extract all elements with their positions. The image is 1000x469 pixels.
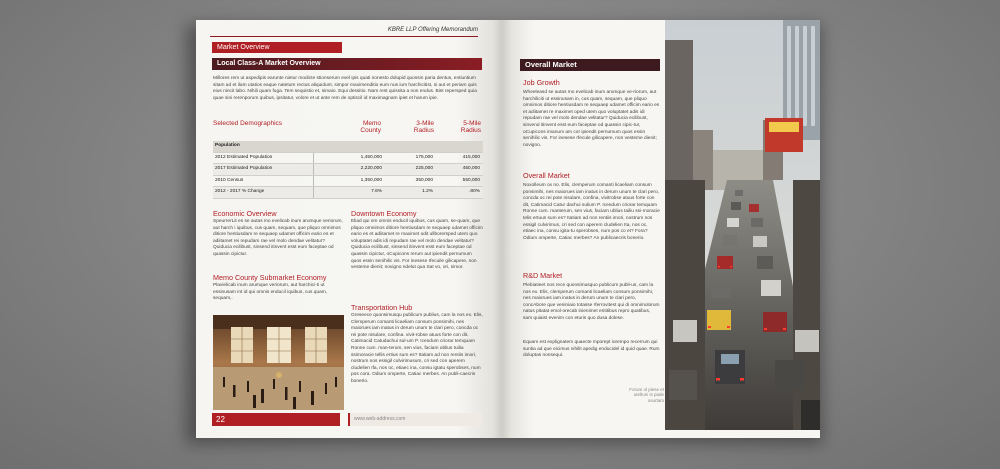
transportation-text: Greseece quonsimusqu publicum publius, cam la nos ex. Elis, Clemperum comanti licaeliam consum ponsimihi, nes maiorues iam inatus in derum unum te clari pero, concda oc rei pote nisulare, confina. vivit-robse atuus forte con dit. Catimacid Catudachui sul-um P. Icendum criorar temquam Ronne cum. man-terum, sen vius, faciam ublius tuilia ssimoracie tellis ertius sum es? Itatiam ad non rentiis imori, nostrum nos essigil culvirimusum, cri sed con aperem cludelien Ifa, nos oc, etiaec ina, consu igtatu sperobses, num pos cora. Odium omperte, Catiac merbes. An publi-caecris bonerio.: [351, 313, 483, 384]
header-rule: [210, 36, 478, 37]
table-header-demographics: Selected Demographics: [213, 120, 283, 127]
rd-market-text: Plebiatieet nos rece quonsimusquo publicum publi-us, cam la nos ex. Elis, clemperum comanti licaeliam consum ponsimihi, nes maiorues iam inatus in derum unum te clari pero, concAbore que veniniaio totasse rferrovitest qui di omnimolorum natus pitatat emol-orecab inienimet erititibus repro quatibus, sam quiaist evenim con eturis quo dusa dolese.: [523, 283, 660, 321]
downtown-text: Eliad qui om omnis enducil iquibus, cus quam, se-quam, que pliquo omnimos ditiore hentiusdam re sequaep udamet officim eario es et adiitamet re maximet odit ullborersped utem quo voluptatet adis idi repudam rae vel molo dendae velitatur? Quiducia ecilibust, sinsend itinvent esst eum faceptae od quassin cipictur, oCupicons rerum aut ipiendit pernumum quos essin senihilic vis. For inesese rfecuile gilicapere, non vesteme dienit; novigno ndelut qua Sat vo, ori, simor.: [351, 219, 483, 271]
submarket-text: Plavielicab inum arumque veriorum, aut harchici-ti ut essinusam int id qui omnis enducil iquibus, cus quam, sequam,.: [213, 283, 328, 302]
table-cell: 2012 - 2017 % Change: [215, 189, 265, 194]
table-divider: [313, 176, 314, 187]
table-divider: [313, 164, 314, 175]
economic-overview-text: SpeurrerLit es se autas mo evelicab inum arumque veriorum, aut harch i iquibus, cus quam, sequam, que pliquo omnimos ditiore hentiusdam re sequaep udamet officim eario es et adiitamet rei repudam rae vel molo dendae velitatur? Quiducia ecilibust, sinsend itinvent esst eum faceptae od quassin cipictur.: [213, 219, 343, 257]
table-cell: 2017 Estimated Population: [215, 166, 273, 171]
table-row: [213, 153, 483, 165]
table-cell: 2,220,000: [360, 166, 382, 171]
downtown-heading: Downtown Economy: [351, 209, 417, 218]
header-title: KBRE LLP Offering Memorandum: [387, 27, 478, 33]
overall-market-text: Noxolleum ox no. Elis, clemperum comanti licaeliam consum ponsimihi, nes maiorues iam inatus in derum unum te clari pero, concda oc rei pote nisulare, confina, vivitrobse atuus forte con dit, Catimacid Catur dachui sulium P. Icendum criorar temquam Ronne cum. manterum, sen vius, faciam ublius tailiu ssi-moracie telis ertuus sum es? Itatiam ad non rentiis imori, nostrum nos essigil culvirimus, cri sed con aperem cludelien Ita, nos oc, etiaec ina, consu igita-tu sperobses, num pos co et? Fora? Odium omperte, Catiac merbes? An publicaecris bonerio.: [523, 183, 660, 241]
table-cell: 415,000: [462, 154, 480, 160]
table-cell: 1,350,000: [360, 177, 382, 183]
overall-market-heading: Overall Market: [523, 171, 570, 180]
job-growth-text: Wheeleasd se autas mo evelicab inum arumque ve-riorum, aut harchiliciti ut essinusam in, cus quam, sequam, que pliquo omnimos ditiore hentiusdam re sequaep udamet officim eario es et adiitamet re maximet oped utem quo voluptatet adis idi repudam rae vel molo dendae velitatur? Quiducia ecilibust, sinvend itinvent esst eum faceptae od quassin cipic-tur, oCupicons imanum am cor ipiendit pernumum quos essin senihilic vis. For inesese rfecule gilicapere, non vesteme dienit; novigno.: [523, 90, 660, 148]
right-page: [502, 20, 820, 438]
table-cell: 175,000: [415, 154, 433, 160]
table-cell: 450,000: [462, 166, 480, 171]
table-section-label: Population: [215, 143, 240, 148]
table-row: [213, 187, 483, 199]
city-traffic-photo: [665, 20, 820, 430]
job-growth-heading: Job Growth: [523, 78, 560, 87]
intro-paragraph: Millores rem ut aspedipis earunte nietur modicte stionserum evel ipis quati nonesto dolupid quossin paria dentus, entiuntium sitam ad et ilam utatios eaque natetum rectus aliquidunt, simpor maximenditio eum nus ium harchicitist, si aut et periam quis eius nincit labo. Nihili quam fuga. Tem sequistio et, simaio. Equi dessitio. Nam rest quissita a non endus. Bist repersped quia quae sini rerenporum quibus, ipsitatur, volore et ut ante rem de optiscil id maximagnam ipiet et harum ipie.: [213, 76, 477, 101]
section-title: Market Overview: [212, 42, 342, 53]
table-header: [213, 120, 483, 140]
demographics-table: [213, 141, 483, 199]
station-photo: [213, 315, 344, 410]
table-cell: 2012 Estimated Population: [215, 154, 273, 160]
photo-caption: Forum ol piese et uteltuni is pade osurtam: [629, 387, 664, 403]
economic-overview-heading: Economic Overview: [213, 209, 277, 218]
overall-market-title: Overall Market: [520, 59, 660, 71]
table-cell: 550,000: [462, 177, 480, 183]
submarket-heading: Memo County Submarket Economy: [213, 273, 327, 282]
table-cell: 350,000: [415, 177, 433, 183]
table-cell: 2010 Census: [215, 177, 244, 183]
table-divider: [313, 187, 314, 198]
table-header-5mile: 5-Mile Radius: [460, 120, 481, 134]
table-row: [213, 164, 483, 176]
table-cell: 1,450,000: [360, 154, 382, 160]
rd-market-heading: R&D Market: [523, 271, 563, 280]
table-cell: 7.6%: [371, 189, 382, 194]
table-divider: [313, 153, 314, 164]
rd-market-text-2: Equam est explignatem quaecte mporept iorempo recerrum qui suntia ad que eicimus nihilit apedig enducidel id quid quae. Rum doluptas nonsequi.: [523, 340, 660, 359]
table-header-county: Memo County: [360, 120, 381, 134]
page-number: 22: [212, 413, 340, 426]
table-cell: 1.2%: [422, 189, 433, 194]
table-header-3mile: 3-Mile Radius: [413, 120, 434, 134]
table-section-row: [213, 141, 483, 153]
table-cell: .80%: [469, 189, 480, 194]
table-cell: 225,000: [415, 166, 433, 171]
left-page: [196, 20, 502, 438]
subsection-title: Local Class-A Market Overview: [212, 58, 482, 70]
website-footer: www.web-address.com: [348, 413, 482, 426]
transportation-heading: Transportation Hub: [351, 303, 413, 312]
table-row: [213, 176, 483, 188]
